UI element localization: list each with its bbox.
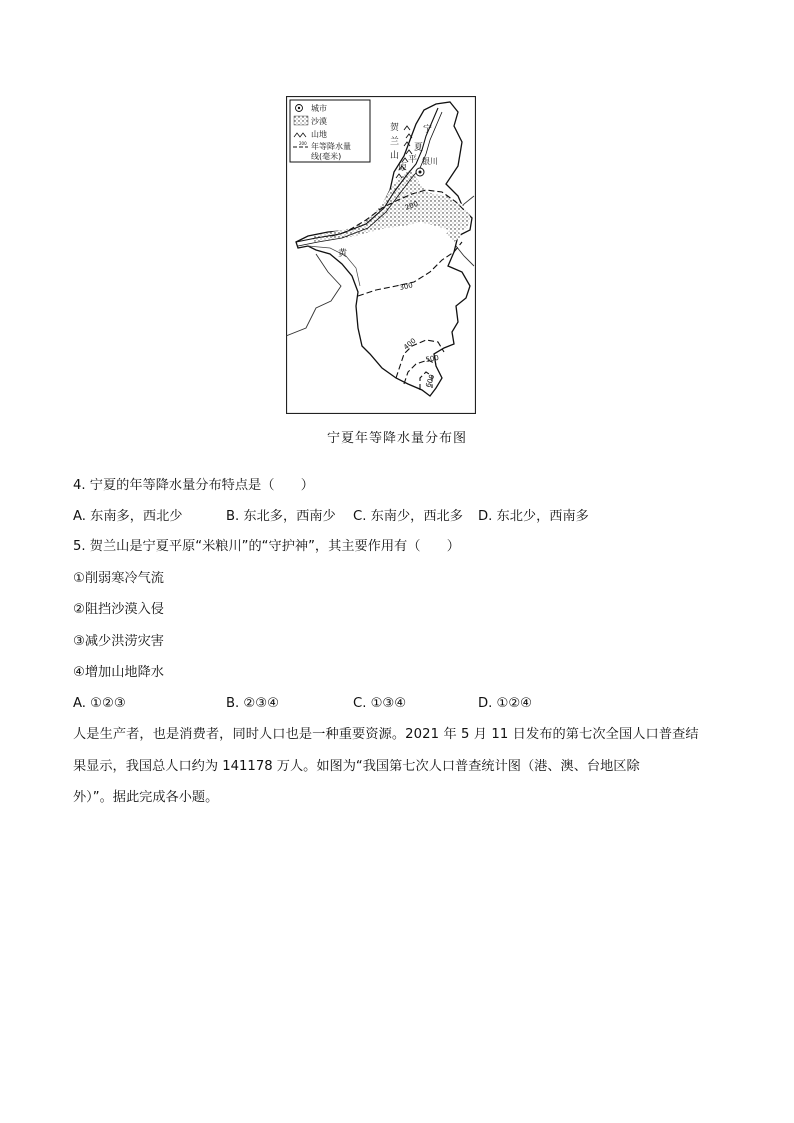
label-lan: 兰 [390, 137, 400, 147]
q5-item-1: ①削弱寒冷气流 [73, 571, 164, 586]
q4-option-d: D. 东北少，西南多 [478, 509, 589, 524]
label-he: 贺 [390, 123, 400, 133]
q5-item-4: ④增加山地降水 [73, 665, 164, 680]
question-4-stem: 4. 宁夏的年等降水量分布特点是（ ） [73, 478, 314, 493]
q5-option-a: A. ①②③ [73, 696, 126, 711]
yinchuan-city-icon [416, 168, 424, 176]
label-isohyet-200: 200 [403, 199, 420, 212]
legend-isohyet-label-2: 线(毫米) [311, 152, 342, 161]
passage-line-3: 外）”。据此完成各小题。 [73, 790, 219, 805]
label-ning: 宁 [423, 125, 433, 135]
passage-line-1: 人是生产者，也是消费者，同时人口也是一种重要资源。2021 年 5 月 11 日发布的第七次全国人口普查结 [73, 727, 699, 742]
legend-isohyet-label-1: 年等降水量 [311, 142, 351, 151]
legend-city-label: 城市 [311, 104, 327, 113]
label-isohyet-300: 300 [398, 281, 414, 292]
label-shan: 山 [390, 151, 400, 161]
q4-option-c: C. 东南少，西北多 [353, 509, 463, 524]
legend-isohyet-sample: 200 [299, 141, 307, 146]
legend-mountain-label: 山地 [311, 130, 327, 139]
ningxia-precipitation-map [286, 96, 476, 414]
label-yuan: 原 [398, 163, 408, 173]
q5-option-b: B. ②③④ [226, 696, 279, 711]
map-caption: 宁夏年等降水量分布图 [326, 431, 467, 446]
q5-option-d: D. ①②④ [478, 696, 533, 711]
q4-option-b: B. 东北多，西南少 [226, 509, 336, 524]
label-ping: 平 [408, 155, 418, 165]
label-xia: 夏 [414, 143, 424, 153]
q5-option-c: C. ①③④ [353, 696, 407, 711]
label-isohyet-400: 400 [402, 336, 418, 352]
q5-item-2: ②阻挡沙漠入侵 [73, 602, 164, 617]
label-isohyet-600: 600 [424, 373, 437, 389]
passage-line-2: 果显示，我国总人口约为 141178 万人。如图为“我国第七次人口普查统计图（港、澳、台地区除 [73, 759, 640, 774]
q4-option-a: A. 东南多，西北少 [73, 509, 183, 524]
q5-item-3: ③减少洪涝灾害 [73, 634, 164, 649]
label-isohyet-500: 500 [424, 353, 440, 364]
label-huang: 黄 [338, 249, 348, 259]
legend-desert-swatch [294, 116, 308, 125]
legend-desert-label: 沙漠 [311, 117, 327, 126]
legend-city-icon [296, 105, 303, 112]
question-5-stem: 5. 贺兰山是宁夏平原“米粮川”的“守护神”，其主要作用有（ ） [73, 539, 460, 554]
label-yinchuan: 银川 [422, 157, 438, 166]
